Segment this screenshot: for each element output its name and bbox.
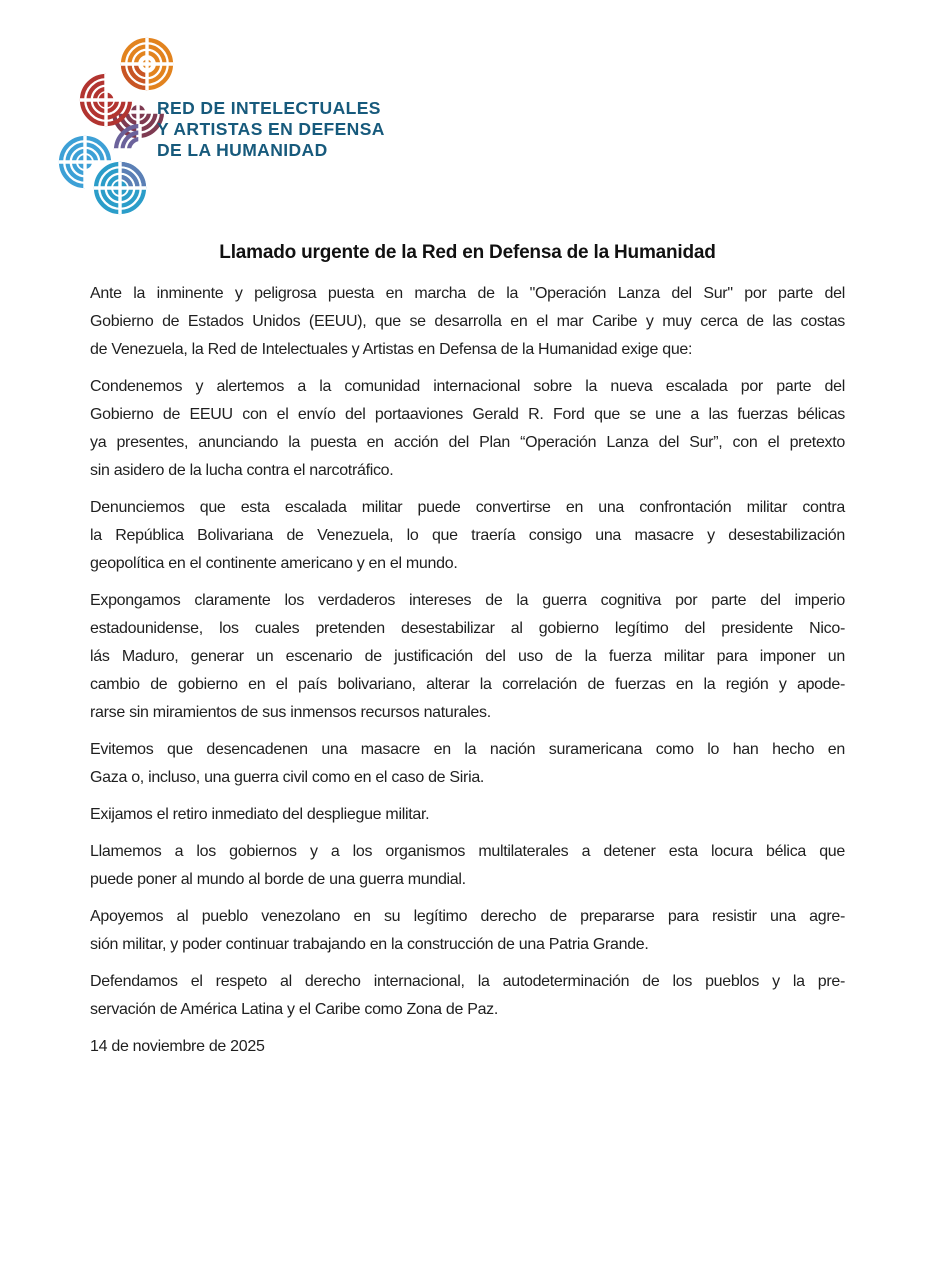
logo-motif-cyan (94, 162, 146, 214)
paragraph-line: Gobierno de Estados Unidos (EEUU), que se desarrolla en el mar Caribe y muy cerca de las costas (90, 313, 845, 330)
paragraph-line: Llamemos a los gobiernos y a los organismos multilaterales a detener esta locura bélica que (90, 843, 845, 860)
document-title: Llamado urgente de la Red en Defensa de la Humanidad (219, 242, 716, 263)
paragraph-line: geopolítica en el continente americano y en el mundo. (90, 555, 458, 572)
paragraph (90, 801, 845, 829)
paragraph-line: Exijamos el retiro inmediato del despliegue militar. (90, 806, 430, 823)
logo-wordmark-line-3: DE LA HUMANIDAD (157, 140, 328, 160)
paragraph-line: sión militar, y poder continuar trabajando en la construcción de una Patria Grande. (90, 936, 649, 953)
paragraph-line: lás Maduro, generar un escenario de justificación del uso de la fuerza militar para imponer un (90, 648, 845, 665)
paragraph-line: sin asidero de la lucha contra el narcotráfico. (90, 462, 394, 479)
paragraph (90, 373, 845, 485)
document-body (90, 280, 845, 1024)
paragraph-line: puede poner al mundo al borde de una guerra mundial. (90, 871, 466, 888)
logo-wordmark (157, 98, 385, 161)
paragraph (90, 903, 845, 959)
paragraph-line: Denunciemos que esta escalada militar puede convertirse en una confrontación militar contra (90, 499, 845, 516)
paragraph-line: Condenemos y alertemos a la comunidad internacional sobre la nueva escalada por parte del (90, 378, 845, 395)
paragraph (90, 494, 845, 578)
paragraph-line: Ante la inminente y peligrosa puesta en marcha de la "Operación Lanza del Sur" por parte del (90, 285, 845, 302)
paragraph-line: Expongamos claramente los verdaderos intereses de la guerra cognitiva por parte del imperio (90, 592, 845, 609)
logo-motif-red (80, 74, 132, 126)
logo-motif-orange (121, 38, 173, 90)
paragraph-line: Defendamos el respeto al derecho internacional, la autodeterminación de los pueblos y la pre- (90, 973, 845, 990)
paragraph-line: Gobierno de EEUU con el envío del portaaviones Gerald R. Ford que se une a las fuerzas bélicas (90, 406, 845, 423)
paragraph (90, 587, 845, 727)
paragraph-line: Apoyemos al pueblo venezolano en su legítimo derecho de prepararse para resistir una agre- (90, 908, 845, 925)
document-content (90, 243, 845, 1061)
paragraph-line: la República Bolivariana de Venezuela, lo que traería consigo una masacre y desestabilización (90, 527, 845, 544)
logo-wordmark-line-2: Y ARTISTAS EN DEFENSA (157, 119, 385, 139)
logo-motif-orange-shadow (123, 64, 147, 88)
paragraph (90, 736, 845, 792)
paragraph (90, 968, 845, 1024)
paragraph (90, 838, 845, 894)
paragraph-line: de Venezuela, la Red de Intelectuales y Artistas en Defensa de la Humanidad exige que: (90, 341, 693, 358)
paragraph-line: Evitemos que desencadenen una masacre en la nación suramericana como lo han hecho en (90, 741, 845, 758)
paragraph-line: Gaza o, incluso, una guerra civil como en el caso de Siria. (90, 769, 485, 786)
paragraph-line: ya presentes, anunciando la puesta en acción del Plan “Operación Lanza del Sur”, con el pretexto (90, 434, 845, 451)
paragraph (90, 280, 845, 364)
paragraph-line: servación de América Latina y el Caribe como Zona de Paz. (90, 1001, 499, 1018)
paragraph-line: cambio de gobierno en el país bolivariano, alterar la correlación de fuerzas en la región y apode- (90, 676, 845, 693)
paragraph-line: estadounidense, los cuales pretenden desestabilizar al gobierno legítimo del presidente Nico- (90, 620, 845, 637)
document-date: 14 de noviembre de 2025 (90, 1038, 265, 1055)
logo-wordmark-line-1: RED DE INTELECTUALES (157, 98, 381, 118)
paragraph-line: rarse sin miramientos de sus inmensos recursos naturales. (90, 704, 491, 721)
